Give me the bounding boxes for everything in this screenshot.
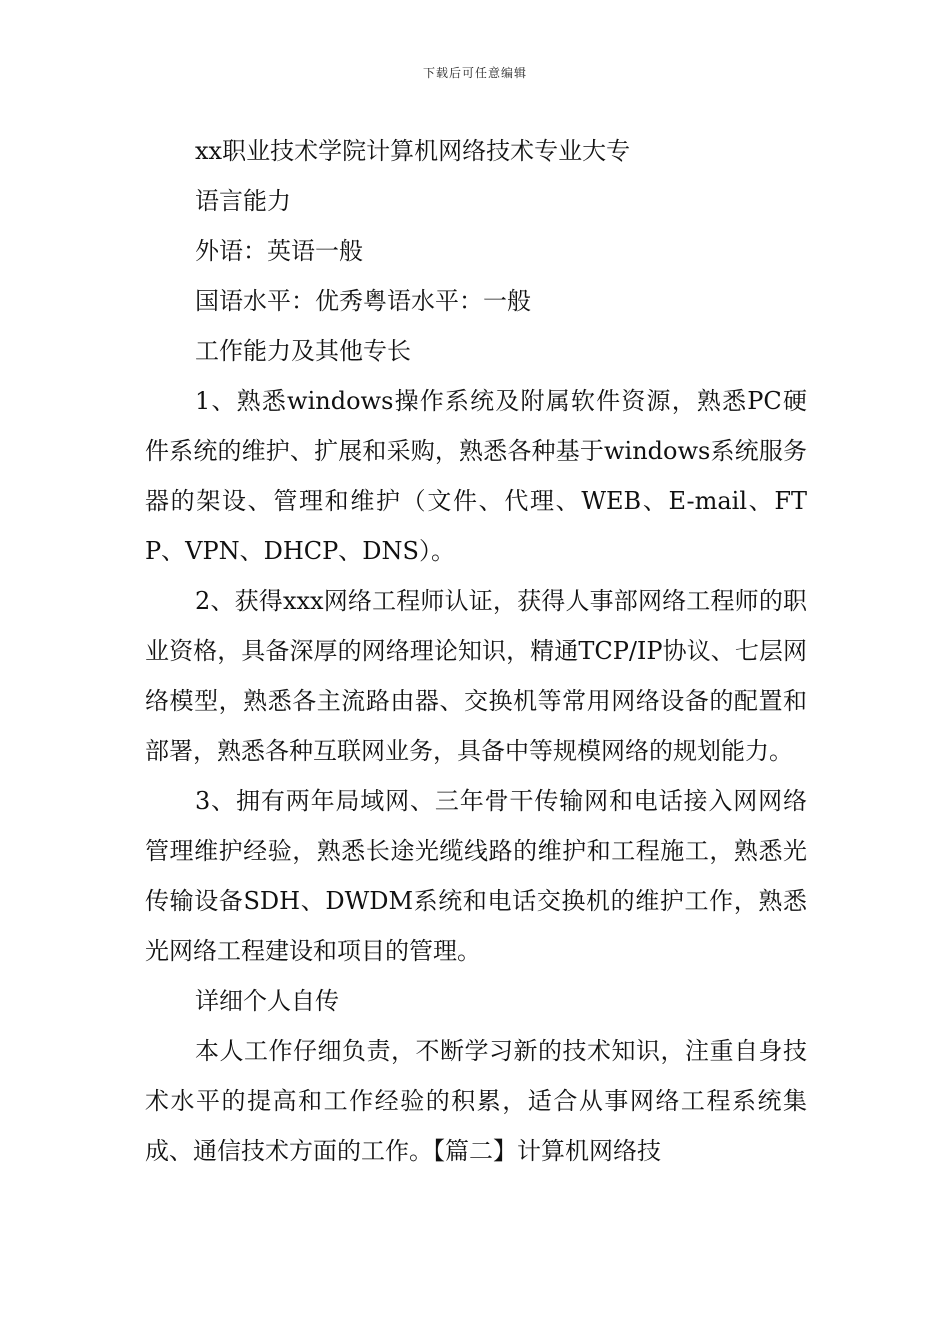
education-line: xx职业技术学院计算机网络技术专业大专 [195,137,631,165]
section-heading-autobiography: 详细个人自传 [195,987,339,1015]
autobiography-paragraph: 本人工作仔细负责，不断学习新的技术知识，注重自身技术水平的提高和工作经验的积累，适合从事网络工程系统集成、通信技术方面的工作。【篇二】计算机网络技 [145,1037,807,1165]
skill-paragraph-1: 1、熟悉windows操作系统及附属软件资源，熟悉PC硬件系统的维护、扩展和采购，熟悉各种基于windows系统服务器的架设、管理和维护（文件、代理、WEB、E-mail、FTP、VPN、DHCP、DNS）。 [145,387,807,565]
section-heading-skills: 工作能力及其他专长 [195,337,411,365]
skill-paragraph-3: 3、拥有两年局域网、三年骨干传输网和电话接入网网络管理维护经验，熟悉长途光缆线路的维护和工程施工，熟悉光传输设备SDH、DWDM系统和电话交换机的维护工作，熟悉光网络工程建设和项目的管理。 [145,787,807,965]
section-heading-language: 语言能力 [195,187,291,215]
skill-paragraph-2: 2、获得xxx网络工程师认证，获得人事部网络工程师的职业资格，具备深厚的网络理论知识，精通TCP/IP协议、七层网络模型，熟悉各主流路由器、交换机等常用网络设备的配置和部署，熟悉各种互联网业务，具备中等规模网络的规划能力。 [145,587,807,765]
document-body [145,126,807,1176]
page-header-note: 下载后可任意编辑 [422,66,527,80]
foreign-language-line: 外语：英语一般 [195,237,363,265]
mandarin-cantonese-line: 国语水平：优秀粤语水平：一般 [195,287,531,315]
